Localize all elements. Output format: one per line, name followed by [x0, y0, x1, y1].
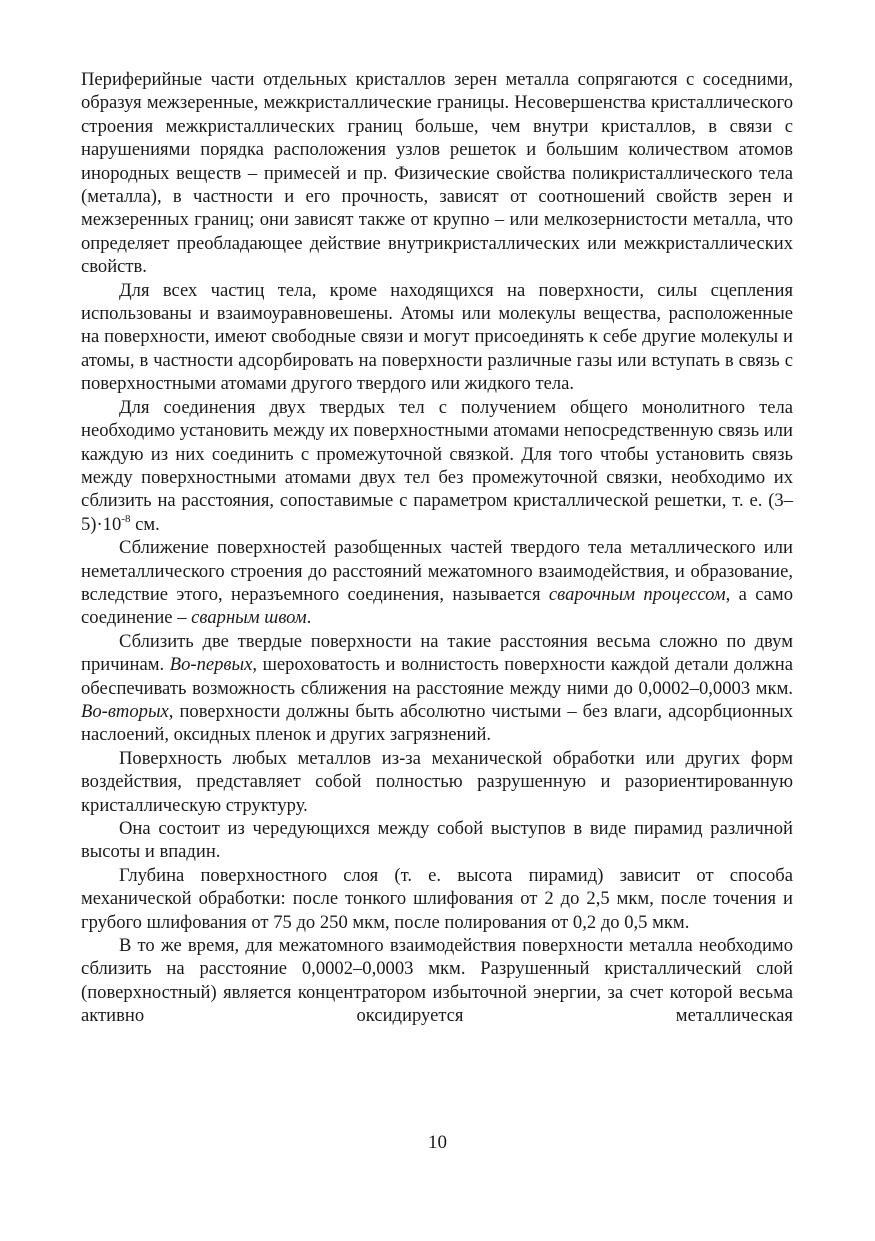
page-number: 10 — [428, 1132, 447, 1153]
exponent: -8 — [121, 512, 131, 525]
paragraph-4-text-b: , а само соединение – — [81, 583, 793, 629]
paragraph-1: Периферийные части отдельных кристаллов зерен металла сопрягаются с соседними, образуя межзеренные, межкристаллические границы. Несовершенства кристаллического строения межкристаллических границ больше, чем внутри кристаллов, в связи с нарушениями порядка расположения узлов решеток и большим количеством атомов инородных веществ – примесей и пр. Физические свойства поликристаллического тела (металла), в частности и его прочность, зависят от соотношений свойств зерен и межзеренных границ; они зависят также от крупно – или мелкозернистости металла, что определяет преобладающее действие внутрикристаллических или межкристаллических свойств. — [81, 69, 793, 278]
paragraph-4-text-c: . — [306, 607, 312, 629]
paragraph-2: Для всех частиц тела, кроме находящихся на поверхности, силы сцепления использованы и взаимоуравновешены. Атомы или молекулы вещества, расположенные на поверхности, имеют свободные связи и могут присоединять к себе другие молекулы и атомы, в частности адсорбировать на поверхности различные газы или вступать в связь с поверхностными атомами другого твердого или жидкого тела. — [81, 279, 793, 395]
paragraph-4 — [81, 536, 793, 630]
paragraph-9: В то же время, для межатомного взаимодействия поверхности металла необходимо сблизить на расстояние 0,0002–0,0003 мкм. Разрушенный кристаллический слой (поверхностный) является концентратором избыточной энергии, за счет которой весьма активно оксидируется металлическая — [81, 935, 793, 1027]
paragraph-3 — [81, 396, 793, 536]
paragraph-3-text: Для соединения двух твердых тел с получением общего монолитного тела необходимо установить между их поверхностными атомами непосредственную связь или каждую из них соединить с промежуточной связкой. Для того чтобы установить связь между поверхностными атомами двух тел без промежуточной связки, необходимо их сблизить на расстояния, сопоставимые с параметром кристаллической решетки, т. е. (3–5)·10 — [81, 396, 793, 535]
paragraph-5-text-b: , шероховатость и волнистость поверхности каждой детали должна обеспечивать возможность сближения на расстояние между ними до 0,0002–0,0003 мкм. — [81, 654, 793, 699]
paragraph-5 — [81, 630, 793, 747]
paragraph-5-text-a: Сблизить две твердые поверхности на такие расстояния весьма сложно по двум причинам. — [81, 630, 793, 676]
page-body — [81, 68, 793, 1028]
paragraph-5-text-c: , поверхности должны быть абсолютно чистыми – без влаги, адсорбционных наслоений, оксидных пленок и других загрязнений. — [81, 700, 793, 746]
paragraph-4-text-a: Сближение поверхностей разобщенных частей твердого тела металлического или неметаллического строения до расстояний межатомного взаимодействия, и образование, вследствие этого, неразъемного соединения, называется — [81, 537, 793, 605]
term-secondly: Во-вторых — [81, 700, 169, 722]
term-welding-process: сварочным процессом — [548, 583, 726, 605]
paragraph-7: Она состоит из чередующихся между собой выступов в виде пирамид различной высоты и впадин. — [81, 818, 793, 863]
term-weld-seam: сварным швом — [191, 607, 307, 629]
paragraph-3-unit: см. — [130, 513, 160, 535]
term-firstly: Во-первых — [169, 654, 253, 676]
paragraph-8: Глубина поверхностного слоя (т. е. высота пирамид) зависит от способа механической обработки: после тонкого шлифования от 2 до 2,5 мкм, после точения и грубого шлифования от 75 до 250 мкм, после полирования от 0,2 до 0,5 мкм. — [81, 864, 793, 933]
paragraph-6: Поверхность любых металлов из-за механической обработки или других форм воздействия, представляет собой полностью разрушенную и разориентированную кристаллическую структуру. — [81, 747, 793, 816]
